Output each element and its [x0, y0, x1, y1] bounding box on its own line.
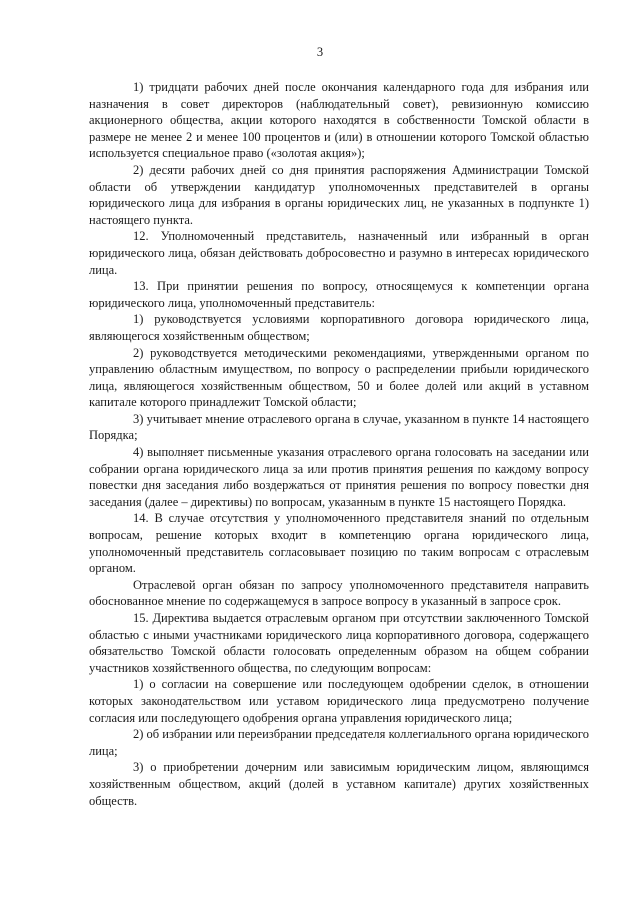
paragraph-4: 13. При принятии решения по вопросу, относящемуся к компетенции органа юридического лица, уполномоченный представитель:: [89, 279, 589, 310]
paragraph-14: 3) о приобретении дочерним или зависимым юридическим лицом, являющимся хозяйственным обществом, акций (долей в уставном капитале) других хозяйственных обществ.: [89, 760, 589, 808]
paragraph-8: 4) выполняет письменные указания отраслевого органа голосовать на заседании или собрании органа юридического лица за или против принятия решения по каждому вопросу повестки дня заседания либо воздержаться от принятия решения по вопросу повестки дня заседания (далее – директивы) по вопросам, указанным в пункте 15 настоящего Порядка.: [89, 445, 589, 509]
page-number: 3: [316, 45, 324, 59]
paragraph-11: 15. Директива выдается отраслевым органом при отсутствии заключенного Томской областью с иными участниками юридического лица корпоративного договора, содержащего обязательство Томской области голосовать определенным образом на общем собрании участников хозяйственного общества, по следующим вопросам:: [89, 611, 589, 675]
paragraph-2: 2) десяти рабочих дней со дня принятия распоряжения Администрации Томской области об утверждении кандидатур уполномоченных представителей в органы юридического лица для избрания в органы юридических лиц, не указанных в подпункте 1) настоящего пункта.: [89, 162, 589, 227]
paragraph-10: Отраслевой орган обязан по запросу уполномоченного представителя направить обоснованное мнение по содержащемуся в запросе вопросу в указанный в запросе срок.: [89, 577, 589, 609]
paragraph-1: 1) тридцати рабочих дней после окончания календарного года для избрания или назначения в совет директоров (наблюдательный совет), ревизионную комиссию акционерного общества, акции которого находятся в собственности Томской области в размере не менее 2 и менее 100 процентов и (или) в отношении которого Томской областью используется специальное право («золотая акция»);: [89, 80, 589, 161]
document-body: [89, 79, 589, 809]
paragraph-6: 2) руководствуется методическими рекомендациями, утвержденными органом по управлению областным имуществом, по вопросу о распределении прибыли юридического лица, являющегося хозяйственным обществом, 50 и более долей или акций в уставном капитале которого принадлежит Томской области;: [89, 345, 589, 410]
paragraph-9: 14. В случае отсутствия у уполномоченного представителя знаний по отдельным вопросам, решение которых входит в компетенцию органа юридического лица, уполномоченный представитель согласовывает позицию по таким вопросам с отраслевым органом.: [89, 511, 589, 576]
paragraph-5: 1) руководствуется условиями корпоративного договора юридического лица, являющегося хозяйственным обществом;: [89, 312, 589, 343]
paragraph-12: 1) о согласии на совершение или последующем одобрении сделок, в отношении которых законодательством или уставом юридического лица предусмотрено получение согласия или последующего одобрения органа управления юридического лица;: [89, 677, 589, 725]
paragraph-13: 2) об избрании или переизбрании председателя коллегиального органа юридического лица;: [89, 727, 589, 758]
paragraph-3: 12. Уполномоченный представитель, назначенный или избранный в орган юридического лица, обязан действовать добросовестно и разумно в интересах юридического лица.: [89, 229, 589, 277]
paragraph-7: 3) учитывает мнение отраслевого органа в случае, указанном в пункте 14 настоящего Порядка;: [89, 411, 589, 443]
